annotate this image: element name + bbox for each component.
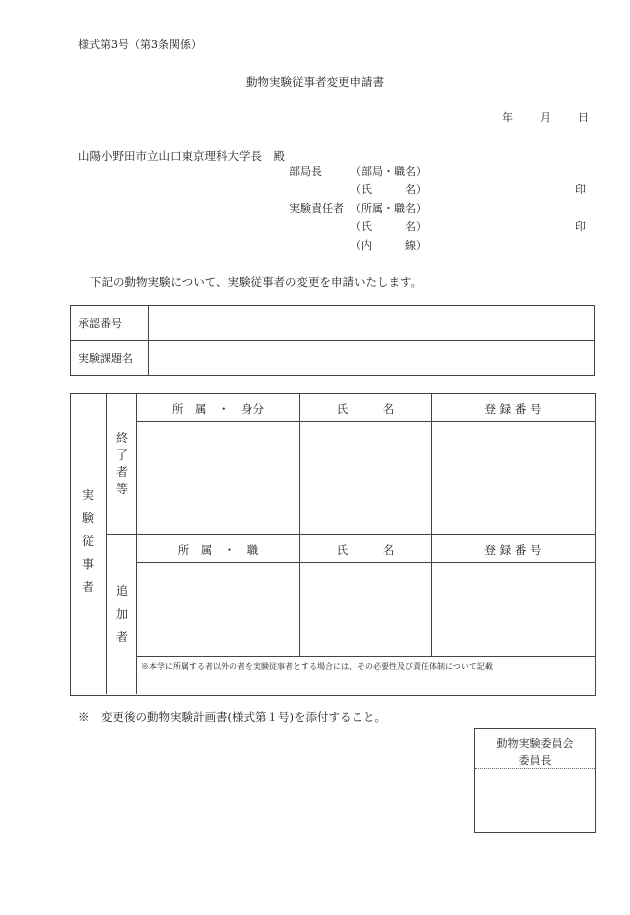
table-row <box>71 306 595 341</box>
date-year: 年 <box>502 111 513 124</box>
side-char: 事 <box>81 557 94 571</box>
responsible-name-field: （氏 名） <box>350 220 427 233</box>
removed-affiliation-header: 所 属 ・ 身分 <box>172 402 264 416</box>
approval-number-label: 承認番号 <box>71 306 149 341</box>
dept-head-name-field: （氏 名） <box>350 183 427 196</box>
side-char: 実 <box>81 488 94 502</box>
removed-registration-cell[interactable] <box>432 422 594 534</box>
removed-char: 等 <box>115 482 128 496</box>
info-table <box>70 305 595 376</box>
added-affiliation-cell[interactable] <box>137 563 299 656</box>
dept-head-position-field: （部局・職名） <box>350 165 427 178</box>
added-name-cell[interactable] <box>300 563 431 656</box>
side-char: 従 <box>81 534 94 548</box>
removed-label <box>110 432 134 500</box>
dept-head-seal: 印 <box>575 183 586 196</box>
attachment-note: ※ 変更後の動物実験計画書(様式第１号)を添付すること。 <box>78 710 386 724</box>
removed-name-header: 氏 名 <box>336 402 395 416</box>
removed-registration-header: 登 録 番 号 <box>484 402 542 416</box>
extension-field: （内 線） <box>350 239 427 252</box>
removed-affiliation-cell[interactable] <box>137 422 299 534</box>
added-name-header: 氏 名 <box>336 543 395 557</box>
intro-text: 下記の動物実験について、実験従事者の変更を申請いたします。 <box>90 275 423 289</box>
removed-char: 了 <box>115 448 128 462</box>
addressee: 山陽小野田市立山口東京理科大学長 殿 <box>78 149 285 163</box>
removed-char: 者 <box>115 465 128 479</box>
approval-number-field[interactable] <box>149 306 595 341</box>
staff-side-label <box>76 489 100 604</box>
responsible-position-field: （所属・職名） <box>350 202 427 215</box>
document-title: 動物実験従事者変更申請書 <box>246 75 384 89</box>
responsible-label: 実験責任者 <box>289 202 344 215</box>
removed-char: 終 <box>115 431 128 445</box>
side-char: 者 <box>81 580 94 594</box>
removed-name-cell[interactable] <box>300 422 431 534</box>
added-char: 追 <box>115 584 128 598</box>
added-affiliation-header: 所 属 ・ 職 <box>177 543 259 557</box>
side-char: 験 <box>81 511 94 525</box>
divider <box>136 656 595 657</box>
added-label <box>110 585 134 654</box>
project-title-label: 実験課題名 <box>71 341 149 376</box>
project-title-field[interactable] <box>149 341 595 376</box>
added-char: 加 <box>115 607 128 621</box>
added-registration-header: 登 録 番 号 <box>484 543 542 557</box>
date-month: 月 <box>540 111 551 124</box>
date-day: 日 <box>578 111 589 124</box>
table-row <box>71 341 595 376</box>
divider <box>106 534 595 535</box>
committee-approval-box <box>474 728 596 833</box>
dept-head-label: 部局長 <box>289 165 322 178</box>
committee-chair-label: 委員長 <box>518 754 552 767</box>
form-number: 様式第3号（第3条関係） <box>78 38 202 51</box>
table-footnote: ※本学に所属する者以外の者を実験従事者とする場合には、その必要性及び責任体制について記載 <box>141 662 493 671</box>
responsible-seal: 印 <box>575 220 586 233</box>
added-registration-cell[interactable] <box>432 563 594 656</box>
committee-name: 動物実験委員会 <box>496 737 574 750</box>
committee-stamp-area[interactable] <box>475 769 595 832</box>
divider <box>106 393 107 694</box>
added-char: 者 <box>115 630 128 644</box>
